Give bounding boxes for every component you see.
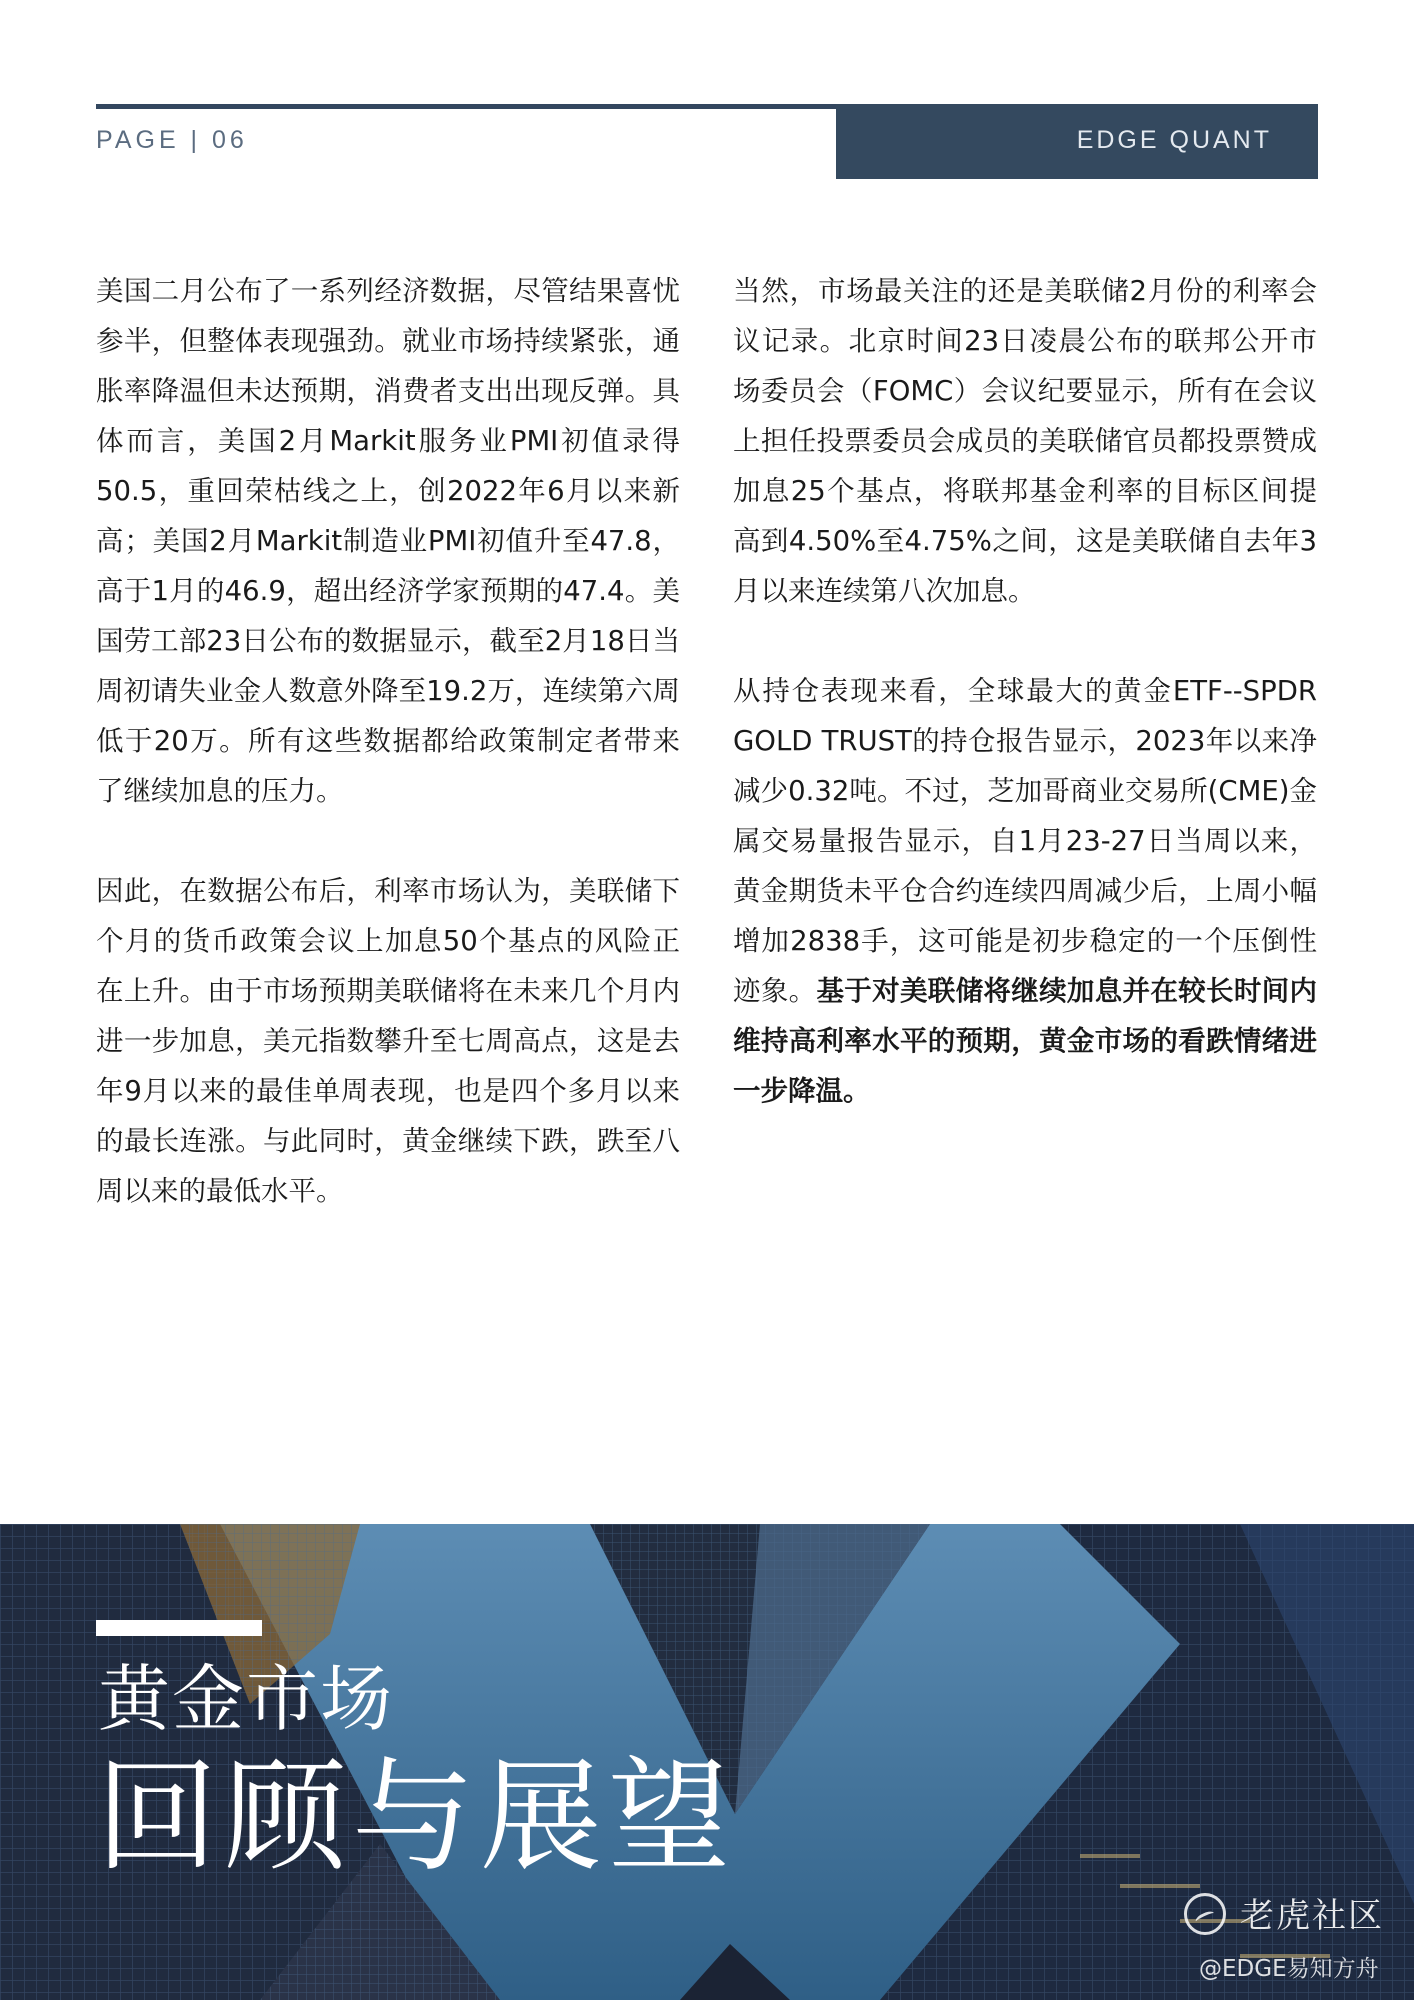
left-paragraph-1: 美国二月公布了一系列经济数据，尽管结果喜忧参半，但整体表现强劲。就业市场持续紧张，通胀率降温但未达预期，消费者支出出现反弹。具体而言，美国2月Markit服务业PMI初值录得50.5，重回荣枯线之上，创2022年6月以来新高；美国2月Markit制造业PMI初值升至47.8，高于1月的46.9，超出经济学家预期的47.4。美国劳工部23日公布的数据显示，截至2月18日当周初请失业金人数意外降至19.2万，连续第六周低于20万。所有这些数据都给政策制定者带来了继续加息的压力。: [96, 275, 680, 807]
right-paragraph-2: [733, 666, 1317, 1116]
brand-name: EDGE QUANT: [1076, 126, 1272, 154]
right-paragraph-1: 当然，市场最关注的还是美联储2月份的利率会议记录。北京时间23日凌晨公布的联邦公开市场委员会（FOMC）会议纪要显示，所有在会议上担任投票委员会成员的美联储官员都投票赞成加息25个基点，将联邦基金利率的目标区间提高到4.50%至4.75%之间，这是美联储自去年3月以来连续第八次加息。: [733, 275, 1317, 607]
left-paragraph-2: 因此，在数据公布后，利率市场认为，美联储下个月的货币政策会议上加息50个基点的风险正在上升。由于市场预期美联储将在未来几个月内进一步加息，美元指数攀升至七周高点，这是去年9月以来的最佳单周表现，也是四个多月以来的最长连涨。与此同时，黄金继续下跌，跌至八周以来的最低水平。: [96, 875, 680, 1207]
tiger-logo-icon: [1184, 1893, 1226, 1935]
hero-title: 回顾与展望: [96, 1746, 736, 1888]
hero-subtitle: 黄金市场: [98, 1657, 395, 1741]
watermark-handle: @EDGE易知方舟: [1199, 1956, 1379, 1982]
right-paragraph-2-text: 从持仓表现来看，全球最大的黄金ETF--SPDR GOLD TRUST的持仓报告显示，2023年以来净减少0.32吨。不过，芝加哥商业交易所(CME)金属交易量报告显示，自1月23-27日当周以来，黄金期货未平仓合约连续四周减少后，上周小幅增加2838手，这可能是初步稳定的一个压倒性迹象。: [733, 675, 1317, 1007]
hero-accent-bar: [96, 1620, 262, 1636]
right-paragraph-2-emphasis: 基于对美联储将继续加息并在较长时间内维持高利率水平的预期，黄金市场的看跌情绪进一步降温。: [733, 975, 1318, 1107]
brand-banner: [836, 104, 1318, 179]
right-column: [733, 266, 1317, 1166]
page-number: PAGE | 06: [96, 126, 248, 154]
left-column: [96, 266, 680, 1266]
watermark-name: 老虎社区: [1240, 1896, 1384, 1936]
